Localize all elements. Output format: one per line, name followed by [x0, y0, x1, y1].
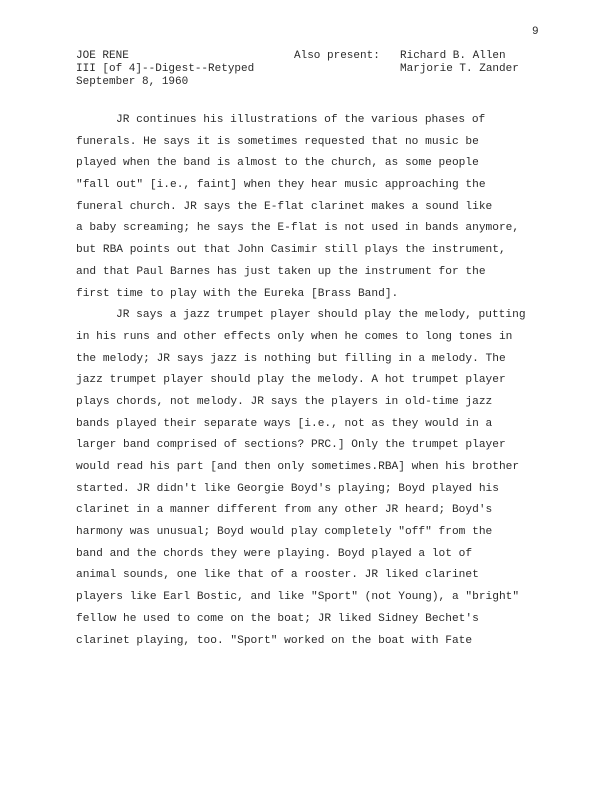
text-line: started. JR didn't like Georgie Boyd's playing; Boyd played his — [76, 482, 499, 495]
header-info — [76, 50, 254, 89]
text-line: played when the band is almost to the church, as some people — [76, 157, 479, 170]
text-line: clarinet playing, too. "Sport" worked on the boat with Fate — [76, 634, 473, 647]
text-line: would read his part [and then only sometimes.RBA] when his brother — [76, 461, 520, 473]
text-line: the melody; JR says jazz is nothing but filling in a melody. The — [76, 352, 506, 365]
interview-date: September 8, 1960 — [76, 76, 189, 88]
paragraph-start-line: JR says a jazz trumpet player should play the melody, putting — [116, 309, 526, 322]
text-line: bands played their separate ways [i.e., not as they would in a — [76, 417, 493, 430]
text-line: first time to play with the Eureka [Brass Band]. — [76, 287, 399, 300]
text-line: plays chords, not melody. JR says the players in old-time jazz — [76, 395, 493, 408]
paragraph-start-line: JR continues his illustrations of the various phases of — [116, 114, 486, 126]
reel-info: III [of 4]--Digest--Retyped — [76, 63, 255, 75]
present-name: Marjorie T. Zander — [400, 63, 519, 75]
text-line: funerals. He says it is sometimes requested that no music be — [76, 135, 479, 148]
text-line: players like Earl Bostic, and like "Sport" (not Young), a "bright" — [76, 591, 520, 604]
text-line: clarinet in a manner different from any other JR heard; Boyd's — [76, 504, 493, 517]
digest-body — [76, 110, 546, 652]
page-number: 9 — [532, 26, 539, 38]
text-line: larger band comprised of sections? PRC.] Only the trumpet player — [76, 439, 506, 452]
text-line: fellow he used to come on the boat; JR liked Sidney Bechet's — [76, 612, 479, 625]
text-line: jazz trumpet player should play the melody. A hot trumpet player — [76, 374, 506, 387]
text-line: in his runs and other effects only when he comes to long tones in — [76, 330, 513, 343]
text-line: animal sounds, one like that of a rooster. JR liked clarinet — [76, 569, 479, 582]
text-line: funeral church. JR says the E-flat clarinet makes a sound like — [76, 200, 493, 213]
text-line: "fall out" [i.e., faint] when they hear music approaching the — [76, 179, 486, 192]
text-line: harmony was unusual; Boyd would play completely "off" from the — [76, 526, 493, 539]
text-line: band and the chords they were playing. Boyd played a lot of — [76, 547, 473, 560]
also-present-names — [400, 50, 519, 76]
interviewee-name: JOE RENE — [76, 50, 129, 62]
text-line: and that Paul Barnes has just taken up the instrument for the — [76, 265, 486, 278]
also-present-label: Also present: — [294, 50, 380, 62]
text-line: but RBA points out that John Casimir still plays the instrument, — [76, 244, 506, 257]
text-line: a baby screaming; he says the E-flat is not used in bands anymore, — [76, 222, 520, 235]
present-name: Richard B. Allen — [400, 50, 506, 62]
